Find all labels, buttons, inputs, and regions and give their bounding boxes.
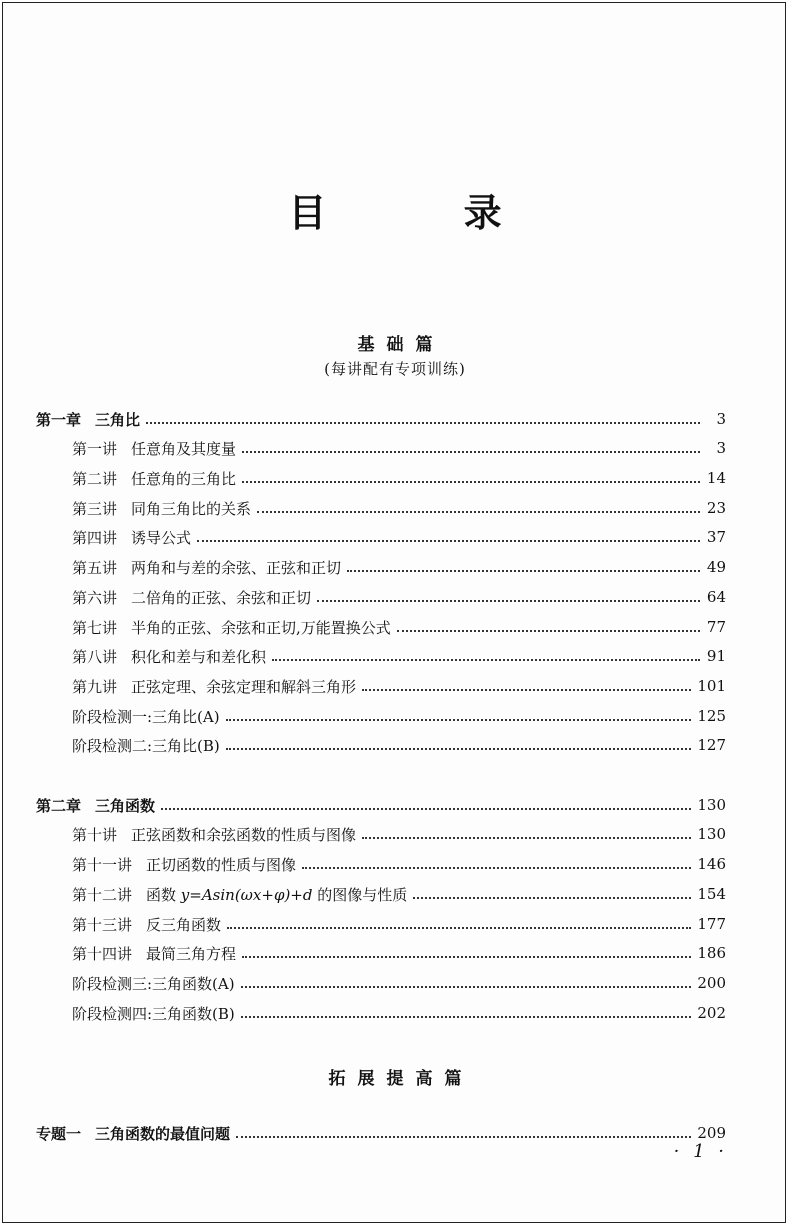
page-ref: 91 [706,647,726,665]
dot-leader [242,451,700,453]
lecture-title: 二倍角的正弦、余弦和正切 [131,588,312,607]
lecture-number: 第十三讲 [72,915,133,934]
page-ref: 200 [697,974,726,992]
lecture-number: 第三讲 [72,499,118,518]
dot-leader [241,1016,692,1018]
dot-leader [241,986,692,988]
toc-entry[interactable] [72,911,726,937]
lecture-number: 第九讲 [72,677,118,696]
dot-leader [226,719,692,721]
toc-entry[interactable] [72,435,726,461]
advanced-part-title: 拓展提高篇 [328,1069,474,1089]
toc-entry[interactable] [72,673,726,699]
lecture-title: 两角和与差的余弦、正弦和正切 [131,558,342,577]
dot-leader [317,600,700,602]
dot-leader [227,927,691,929]
title-suffix: 的图像与性质 [312,885,408,904]
lecture-title: 最简三角方程 [146,944,237,963]
chapter-number: 第一章 [36,410,82,429]
page-ref: 127 [697,736,726,754]
page-ref: 130 [697,796,726,814]
page-ref: 49 [706,558,726,576]
lecture-number: 第八讲 [72,647,118,666]
dot-leader [197,540,700,542]
topic-title: 三角函数的最值问题 [95,1124,231,1143]
dot-leader [242,956,691,958]
dot-leader [226,748,692,750]
page-ref: 125 [697,707,726,725]
title-prefix: 函数 [146,885,181,904]
toc-chapter-2[interactable] [36,792,726,818]
toc-entry[interactable] [72,821,726,847]
page-ref: 202 [697,1004,726,1022]
lecture-number: 第五讲 [72,558,118,577]
test-title: 阶段检测三:三角函数(A) [72,974,235,993]
page-ref: 3 [716,410,726,428]
toc-topic-1[interactable] [36,1120,726,1146]
page-ref: 37 [706,528,726,546]
dot-leader [272,659,700,661]
lecture-number: 第六讲 [72,588,118,607]
lecture-title [146,884,407,905]
page-ref: 130 [697,825,726,843]
page-ref: 23 [706,499,726,517]
toc-entry[interactable] [72,643,726,669]
toc-entry[interactable] [72,940,726,966]
lecture-number: 第十二讲 [72,885,133,904]
basic-part-title: 基础篇 [357,335,445,355]
lecture-title: 正切函数的性质与图像 [146,855,297,874]
lecture-number: 第二讲 [72,469,118,488]
page-ref: 186 [697,944,726,962]
lecture-title: 任意角及其度量 [131,439,237,458]
toc-entry[interactable] [72,1000,726,1026]
dot-leader [302,867,691,869]
dot-leader [347,570,700,572]
toc-entry[interactable] [72,554,726,580]
toc-entry[interactable] [72,524,726,550]
toc-entry[interactable] [72,465,726,491]
lecture-title: 正弦函数和余弦函数的性质与图像 [131,825,357,844]
toc-entry[interactable] [72,703,726,729]
lecture-number: 第十讲 [72,825,118,844]
dot-leader [242,481,700,483]
lecture-number: 第十四讲 [72,944,133,963]
toc-entry[interactable] [72,495,726,521]
toc-entry[interactable] [72,881,726,907]
lecture-number: 第十一讲 [72,855,133,874]
page-ref: 154 [697,885,726,903]
dot-leader [362,837,691,839]
page-title: 目 录 [288,191,564,235]
page-ref: 3 [716,439,726,457]
lecture-title: 同角三角比的关系 [131,499,252,518]
page-number: · 1 · [673,1141,728,1162]
page-ref: 209 [697,1124,726,1142]
test-title: 阶段检测二:三角比(B) [72,736,220,755]
dot-leader [397,630,700,632]
basic-part-subtitle: (每讲配有专项训练) [324,360,466,378]
dot-leader [146,422,700,424]
dot-leader [413,897,691,899]
dot-leader [362,689,691,691]
toc-chapter-1[interactable] [36,406,726,432]
toc-entry[interactable] [72,970,726,996]
page-ref: 77 [706,618,726,636]
lecture-title: 任意角的三角比 [131,469,237,488]
lecture-number: 第四讲 [72,528,118,547]
lecture-number: 第一讲 [72,439,118,458]
toc-entry[interactable] [72,614,726,640]
dot-leader [161,808,691,810]
toc-entry[interactable] [72,851,726,877]
lecture-title: 半角的正弦、余弦和正切,万能置换公式 [131,618,391,637]
toc-entry[interactable] [72,732,726,758]
page-ref: 101 [697,677,726,695]
chapter-title: 三角函数 [95,796,156,815]
page-ref: 64 [706,588,726,606]
lecture-title: 诱导公式 [131,528,192,547]
topic-number: 专题一 [36,1124,82,1143]
lecture-title: 正弦定理、余弦定理和解斜三角形 [131,677,357,696]
chapter-title: 三角比 [95,410,141,429]
toc-entry[interactable] [72,584,726,610]
lecture-number: 第七讲 [72,618,118,637]
test-title: 阶段检测四:三角函数(B) [72,1004,235,1023]
formula: y=Asin(ωx+φ)+d [180,885,313,904]
lecture-title: 积化和差与和差化积 [131,647,267,666]
chapter-number: 第二章 [36,796,82,815]
lecture-title: 反三角函数 [146,915,222,934]
test-title: 阶段检测一:三角比(A) [72,707,220,726]
page-ref: 146 [697,855,726,873]
dot-leader [257,511,700,513]
page-ref: 14 [706,469,726,487]
page-ref: 177 [697,915,726,933]
dot-leader [236,1136,691,1138]
